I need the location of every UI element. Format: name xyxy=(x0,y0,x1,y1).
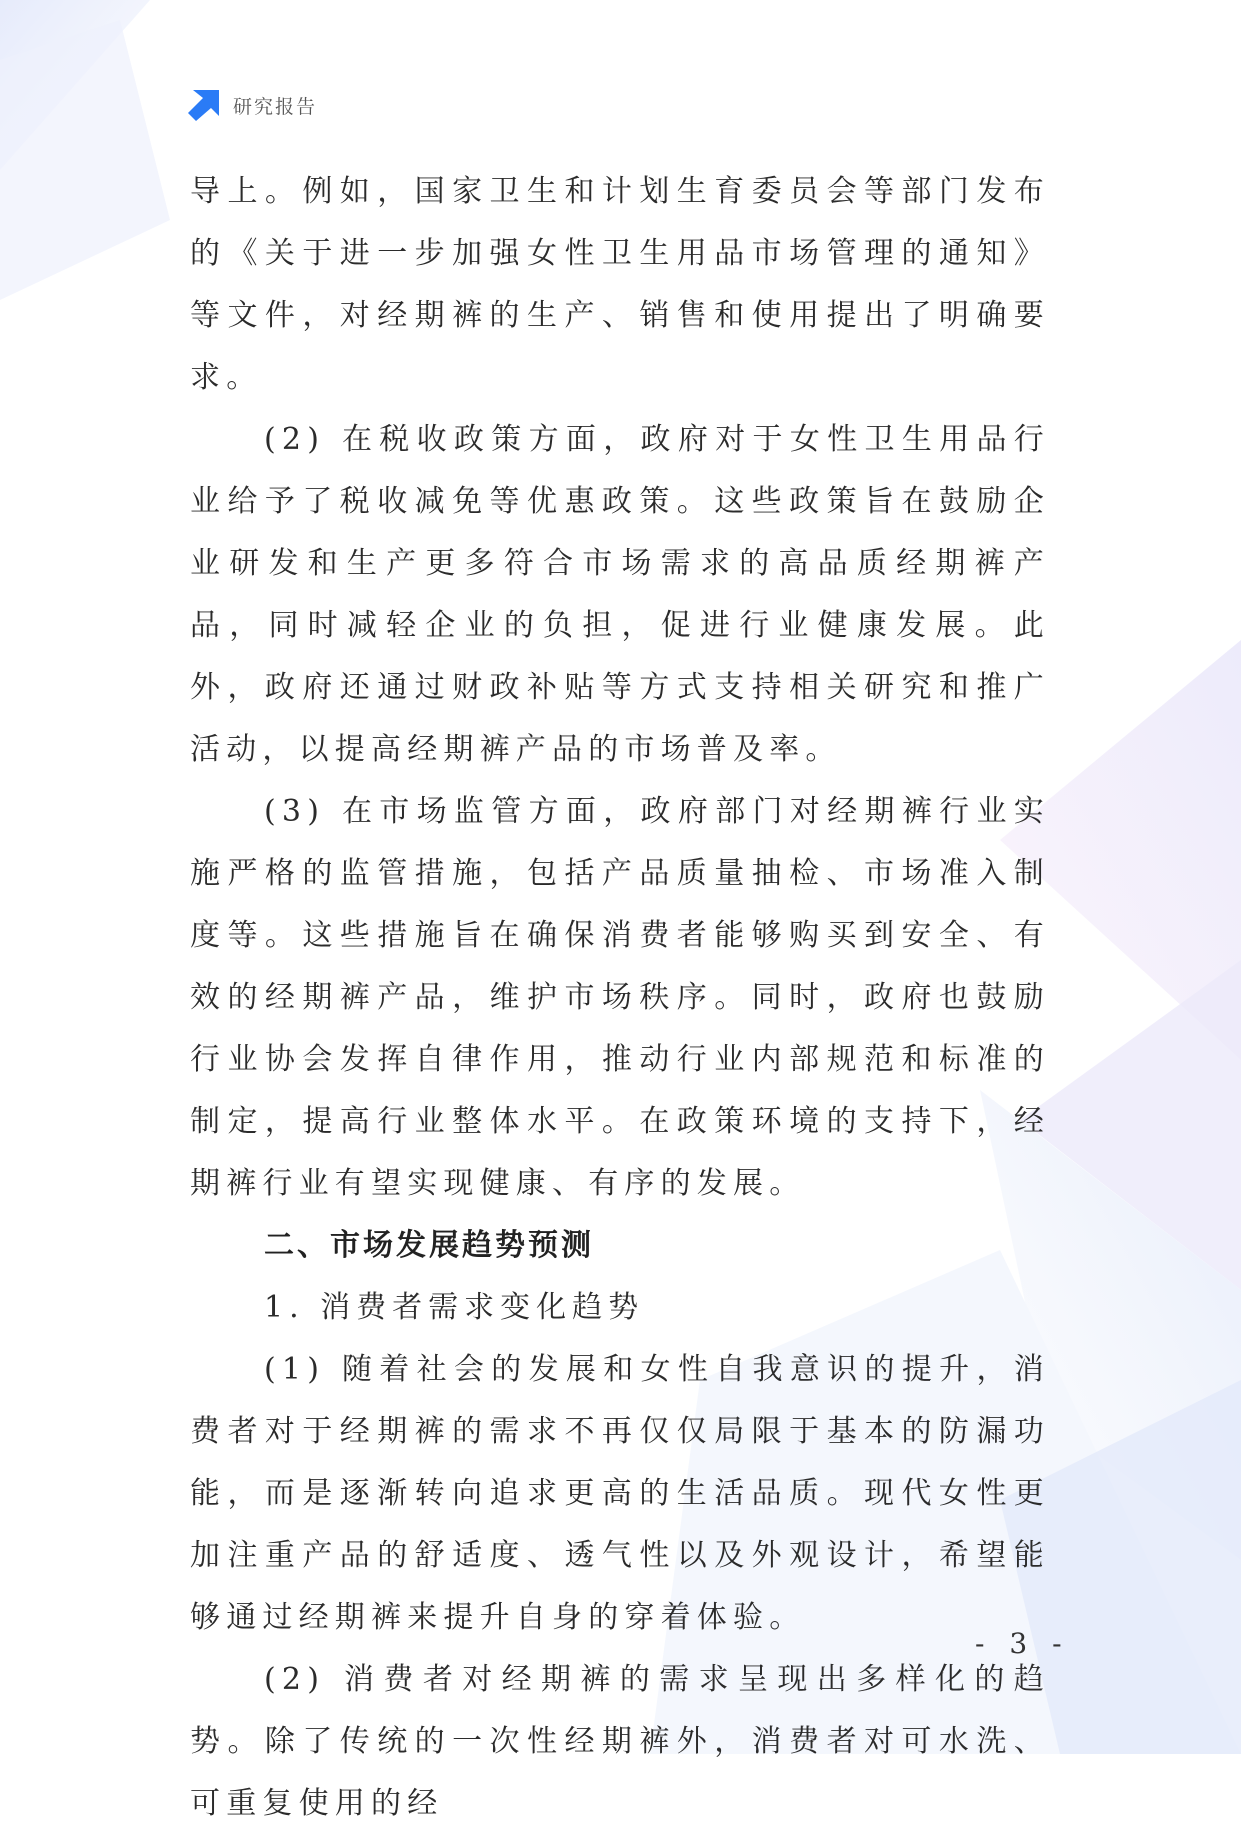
header-title: 研究报告 xyxy=(233,95,318,118)
paragraph-continuation: 导上。例如，国家卫生和计划生育委员会等部门发布的《关于进一步加强女性卫生用品市场管理的通知》等文件，对经期裤的生产、销售和使用提出了明确要求。 xyxy=(190,174,1050,395)
subsection-heading: 1. 消费者需求变化趋势 xyxy=(264,1290,645,1325)
document-body xyxy=(190,161,1050,1835)
paragraph-demand-diversity: (2) 消费者对经期裤的需求呈现出多样化的趋势。除了传统的一次性经期裤外，消费者对可水洗、可重复使用的经 xyxy=(190,1662,1050,1821)
paragraph-market-regulation: (3) 在市场监管方面，政府部门对经期裤行业实施严格的监管措施，包括产品质量抽检、市场准入制度等。这些措施旨在确保消费者能够购买到安全、有效的经期裤产品，维护市场秩序。同时，政府也鼓励行业协会发挥自律作用，推动行业内部规范和标准的制定，提高行业整体水平。在政策环境的支持下，经期裤行业有望实现健康、有序的发展。 xyxy=(190,794,1050,1201)
arrow-up-right-icon xyxy=(187,88,221,122)
report-header xyxy=(187,88,317,122)
paragraph-tax-policy: (2) 在税收政策方面，政府对于女性卫生用品行业给予了税收减免等优惠政策。这些政策旨在鼓励企业研发和生产更多符合市场需求的高品质经期裤产品，同时减轻企业的负担，促进行业健康发展。此外，政府还通过财政补贴等方式支持相关研究和推广活动，以提高经期裤产品的市场普及率。 xyxy=(190,422,1050,767)
section-heading: 二、市场发展趋势预测 xyxy=(264,1228,594,1263)
page-number: - 3 - xyxy=(975,1627,1070,1660)
paragraph-demand-quality: (1) 随着社会的发展和女性自我意识的提升，消费者对于经期裤的需求不再仅仅局限于基本的防漏功能，而是逐渐转向追求更高的生活品质。现代女性更加注重产品的舒适度、透气性以及外观设计，希望能够通过经期裤来提升自身的穿着体验。 xyxy=(190,1352,1050,1635)
